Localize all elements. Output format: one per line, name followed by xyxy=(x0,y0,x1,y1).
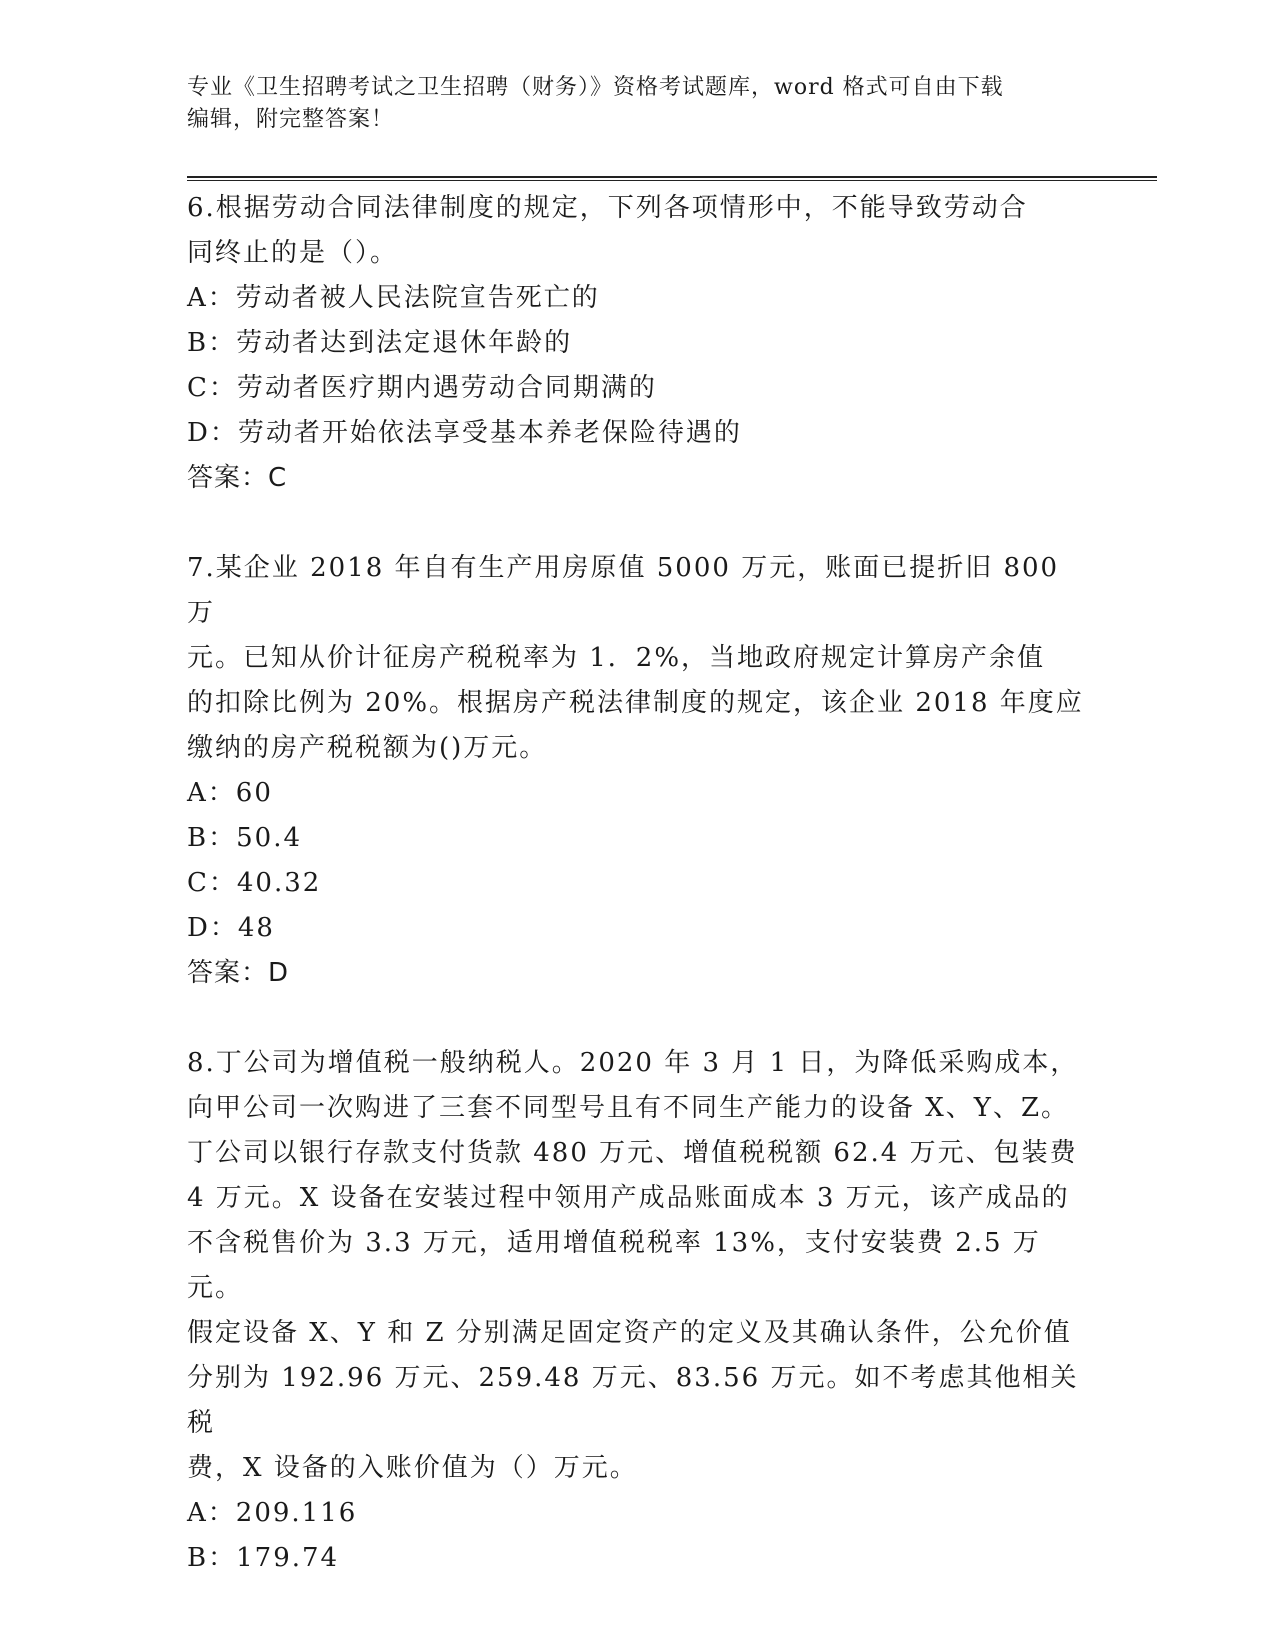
question-8-line-5: 不含税售价为 3.3 万元，适用增值税税率 13%，支付安装费 2.5 万元。 xyxy=(187,1228,1041,1303)
question-7-line-2: 元。已知从价计征房产税税率为 1．2%，当地政府规定计算房产余值 xyxy=(187,643,1046,673)
question-8-line-4: 4 万元。X 设备在安装过程中领用产成品账面成本 3 万元，该产成品的 xyxy=(187,1183,1070,1213)
question-8-line-2: 向甲公司一次购进了三套不同型号且有不同生产能力的设备 X、Y、Z。 xyxy=(187,1093,1070,1123)
document-header xyxy=(187,72,1087,136)
question-6-line-1: 6.根据劳动合同法律制度的规定，下列各项情形中，不能导致劳动合 xyxy=(187,193,1028,223)
question-7-option-c: C：40.32 xyxy=(187,868,322,898)
question-8-line-8: 费，X 设备的入账价值为（）万元。 xyxy=(187,1453,638,1483)
header-line-1: 专业《卫生招聘考试之卫生招聘（财务）》资格考试题库，word 格式可自由下载 xyxy=(187,75,1004,100)
question-8-line-6: 假定设备 X、Y 和 Z 分别满足固定资产的定义及其确认条件，公允价值 xyxy=(187,1318,1072,1348)
question-6-answer: 答案：C xyxy=(187,463,288,493)
spacer xyxy=(187,996,1087,1041)
question-8-line-3: 丁公司以银行存款支付货款 480 万元、增值税税额 62.4 万元、包装费 xyxy=(187,1138,1078,1168)
question-8 xyxy=(187,1041,1087,1581)
question-7-line-4: 缴纳的房产税税额为()万元。 xyxy=(187,733,548,763)
question-6-line-2: 同终止的是（）。 xyxy=(187,238,399,268)
question-7-option-d: D：48 xyxy=(187,913,275,943)
question-6-option-b: B：劳动者达到法定退休年龄的 xyxy=(187,328,573,358)
question-8-line-7: 分别为 192.96 万元、259.48 万元、83.56 万元。如不考虑其他相关税 xyxy=(187,1363,1079,1438)
question-6-option-a: A：劳动者被人民法院宣告死亡的 xyxy=(187,283,600,313)
question-list xyxy=(187,186,1087,1581)
question-8-option-a: A：209.116 xyxy=(187,1498,358,1528)
header-divider xyxy=(187,176,1157,181)
spacer xyxy=(187,501,1087,546)
question-7-option-a: A：60 xyxy=(187,778,273,808)
question-6-option-c: C：劳动者医疗期内遇劳动合同期满的 xyxy=(187,373,657,403)
question-7-option-b: B：50.4 xyxy=(187,823,302,853)
question-7-line-1: 7.某企业 2018 年自有生产用房原值 5000 万元，账面已提折旧 800 万 xyxy=(187,553,1060,628)
question-6-option-d: D：劳动者开始依法享受基本养老保险待遇的 xyxy=(187,418,742,448)
question-7 xyxy=(187,546,1087,996)
question-8-line-1: 8.丁公司为增值税一般纳税人。2020 年 3 月 1 日，为降低采购成本， xyxy=(187,1048,1079,1078)
question-7-answer: 答案：D xyxy=(187,958,290,988)
header-line-2: 编辑，附完整答案！ xyxy=(187,107,395,132)
question-7-line-3: 的扣除比例为 20%。根据房产税法律制度的规定，该企业 2018 年度应 xyxy=(187,688,1084,718)
question-6 xyxy=(187,186,1087,501)
question-8-option-b: B：179.74 xyxy=(187,1543,340,1573)
